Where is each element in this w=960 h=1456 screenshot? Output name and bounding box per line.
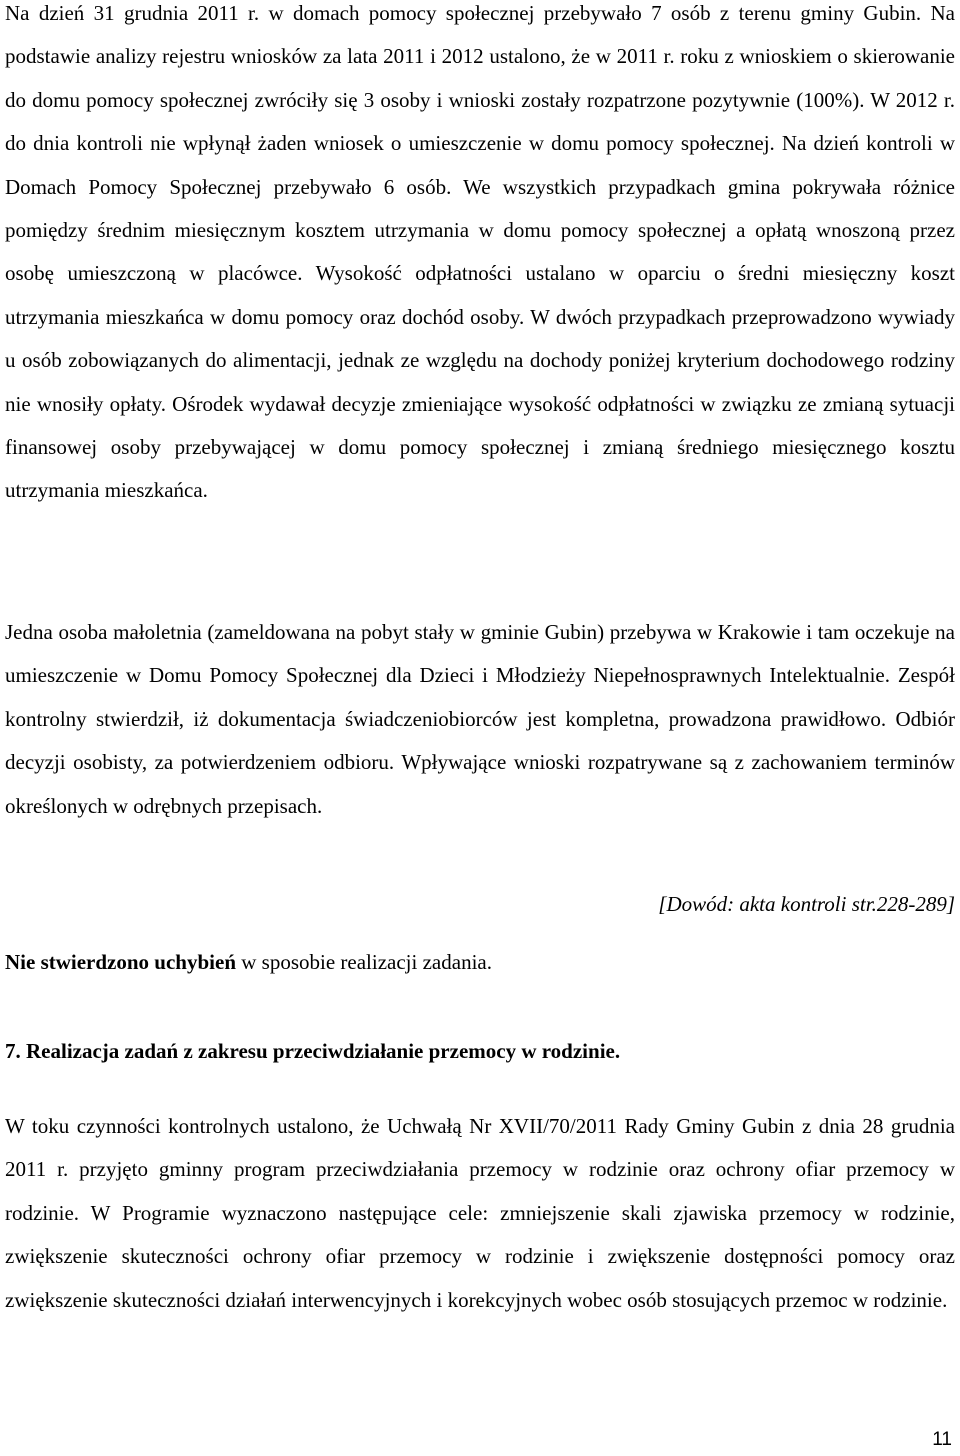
paragraph-minor-placement: Jedna osoba małoletnia (zameldowana na pobyt stały w gminie Gubin) przebywa w Krakowie i tam oczekuje na umieszczenie w Domu Pomocy Społecznej dla Dzieci i Młodzieży Niepełnosprawnych Intelektualnie. Zespół kontrolny stwierdził, iż dokumentacja świadczeniobiorców jest kompletna, prowadzona prawidłowo. Odbiór decyzji osobisty, za potwierdzeniem odbioru. Wpływające wnioski rozpatrywane są z zachowaniem terminów określonych w odrębnych przepisach. [5, 620, 955, 818]
finding-statement [5, 941, 492, 984]
page-number: 11 [932, 1429, 952, 1450]
section-heading: 7. Realizacja zadań z zakresu przeciwdziałanie przemocy w rodzinie. [5, 1039, 621, 1063]
paragraph-social-care-homes: Na dzień 31 grudnia 2011 r. w domach pomocy społecznej przebywało 7 osób z terenu gminy Gubin. Na podstawie analizy rejestru wniosków za lata 2011 i 2012 ustalono, że w 2011 r. roku z wnioskiem o skierowanie do domu pomocy społecznej zwróciły się 3 osoby i wnioski zostały rozpatrzone pozytywnie (100%). W 2012 r. do dnia kontroli nie wpłynął żaden wniosek o umieszczenie w domu pomocy społecznej. Na dzień kontroli w Domach Pomocy Społecznej przebywało 6 osób. We wszystkich przypadkach gmina pokrywała różnice pomiędzy średnim miesięcznym kosztem utrzymania w domu pomocy społecznej a opłatą wnoszoną przez osobę umieszczoną w placówce. Wysokość odpłatności ustalano w oparciu o średni miesięczny koszt utrzymania mieszkańca w domu pomocy oraz dochód osoby. W dwóch przypadkach przeprowadzono wywiady u osób zobowiązanych do alimentacji, jednak ze względu na dochody poniżej kryterium dochodowego rodziny nie wnosiły opłaty. Ośrodek wydawał decyzje zmieniające wysokość odpłatności w związku ze zmianą sytuacji finansowej osoby przebywającej w domu pomocy społecznej i zmianą średniego miesięcznego kosztu utrzymania mieszkańca. [5, 1, 955, 503]
evidence-note: [Dowód: akta kontroli str.228-289] [658, 892, 955, 916]
finding-rest: w sposobie realizacji zadania. [236, 950, 492, 974]
finding-bold: Nie stwierdzono uchybień [5, 950, 236, 974]
paragraph-violence-program: W toku czynności kontrolnych ustalono, że Uchwałą Nr XVII/70/2011 Rady Gminy Gubin z dnia 28 grudnia 2011 r. przyjęto gminny program przeciwdziałania przemocy w rodzinie oraz ochrony ofiar przemocy w rodzinie. W Programie wyznaczono następujące cele: zmniejszenie skali zjawiska przemocy w rodzinie, zwiększenie skuteczności ochrony ofiar przemocy w rodzinie i zwiększenie dostępności pomocy oraz zwiększenie skuteczności działań interwencyjnych i korekcyjnych wobec osób stosujących przemoc w rodzinie. [5, 1114, 955, 1312]
